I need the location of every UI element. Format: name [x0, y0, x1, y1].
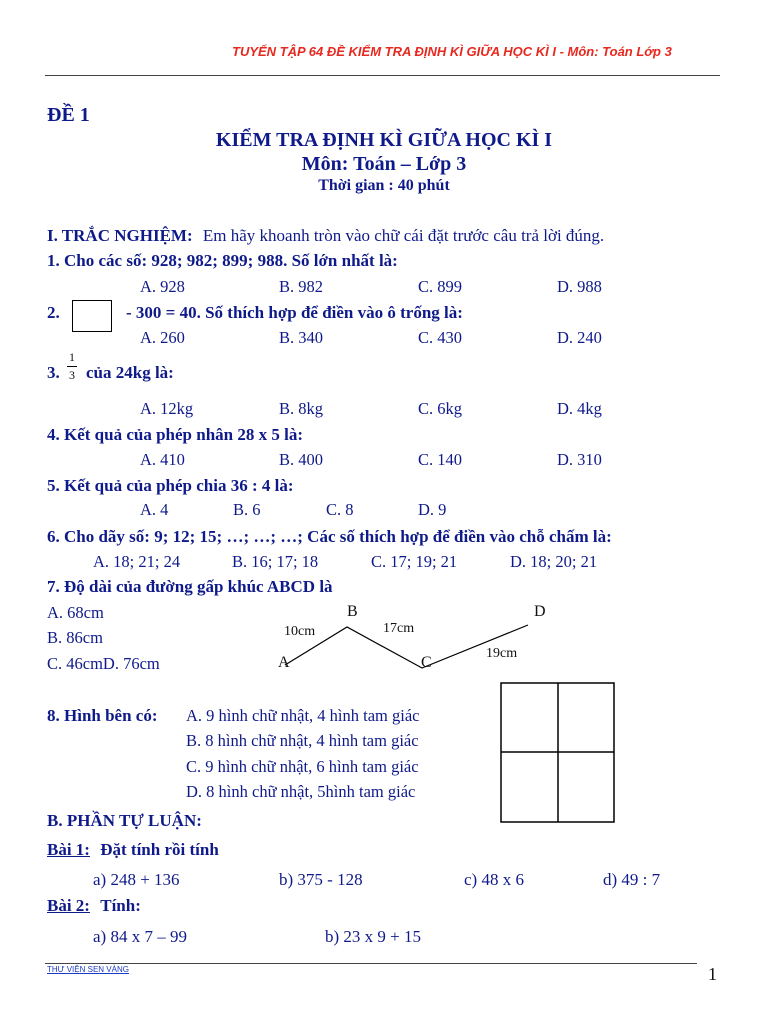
- q3-option-d: D. 4kg: [557, 399, 602, 418]
- q3-number: 3.: [47, 363, 60, 382]
- q4-option-b: B. 400: [279, 450, 324, 469]
- q5-option-d: D. 9: [418, 500, 447, 519]
- page-number: 1: [708, 964, 717, 984]
- bai1-item-d: d) 49 : 7: [603, 870, 661, 889]
- q7-text: 7. Độ dài của đường gấp khúc ABCD là: [47, 577, 333, 596]
- bai2-item-b: b) 23 x 9 + 15: [325, 927, 421, 946]
- part1-heading: I. TRẮC NGHIỆM:: [47, 226, 193, 245]
- part1-line: [47, 226, 604, 246]
- q4-text: 4. Kết quả của phép nhân 28 x 5 là:: [47, 425, 303, 444]
- footer-source-link[interactable]: THƯ VIỆN SEN VÀNG: [47, 965, 129, 974]
- q6-option-a: A. 18; 21; 24: [93, 552, 181, 571]
- bai1-item-c: c) 48 x 6: [464, 870, 524, 889]
- q4-option-a: A. 410: [140, 450, 185, 469]
- q3-text: của 24kg là:: [86, 363, 174, 382]
- bai2-instruction: Tính:: [100, 896, 141, 915]
- q8-option-b: B. 8 hình chữ nhật, 4 hình tam giác: [186, 731, 419, 750]
- q3-option-b: B. 8kg: [279, 399, 324, 418]
- q2-number: 2.: [47, 303, 60, 322]
- q8-option-d: D. 8 hình chữ nhật, 5hình tam giác: [186, 782, 416, 801]
- q1-option-a: A. 928: [140, 277, 185, 296]
- q1-text: 1. Cho các số: 928; 982; 899; 988. Số lớn nhất là:: [47, 251, 398, 270]
- bai1-line: [47, 840, 219, 860]
- q2-option-a: A. 260: [140, 328, 185, 347]
- exam-subject: Môn: Toán – Lớp 3: [301, 153, 467, 175]
- q3-fraction-denominator: 3: [69, 368, 75, 382]
- q3-fraction-numerator: 1: [69, 350, 75, 364]
- point-a-label: A: [278, 654, 290, 671]
- q5-option-a: A. 4: [140, 500, 169, 519]
- q4-option-c: C. 140: [418, 450, 463, 469]
- q4-option-d: D. 310: [557, 450, 602, 469]
- q1-option-c: C. 899: [418, 277, 463, 296]
- q7-option-b: B. 86cm: [47, 628, 103, 647]
- bai1-label: Bài 1:: [47, 840, 90, 859]
- segment-cd-length: 19cm: [486, 646, 518, 661]
- q3-fraction-bar: [67, 366, 77, 367]
- point-b-label: B: [347, 603, 358, 620]
- segment-bc-length: 17cm: [383, 621, 415, 636]
- q6-text: 6. Cho dãy số: 9; 12; 15; …; …; …; Các số thích hợp để điền vào chỗ chấm là:: [47, 527, 612, 546]
- bai2-line: [47, 896, 141, 916]
- q3-option-c: C. 6kg: [418, 399, 463, 418]
- part2-heading: B. PHẦN TỰ LUẬN:: [47, 811, 202, 830]
- q6-option-d: D. 18; 20; 21: [510, 552, 598, 571]
- q2-option-d: D. 240: [557, 328, 602, 347]
- point-d-label: D: [534, 603, 546, 620]
- q8-option-c: C. 9 hình chữ nhật, 6 hình tam giác: [186, 757, 419, 776]
- q2-option-c: C. 430: [418, 328, 463, 347]
- bai2-label: Bài 2:: [47, 896, 90, 915]
- point-c-label: C: [421, 654, 432, 671]
- q1-option-b: B. 982: [279, 277, 324, 296]
- q6-option-c: C. 17; 19; 21: [371, 552, 458, 571]
- rectangle-grid-figure: [500, 682, 616, 824]
- q5-text: 5. Kết quả của phép chia 36 : 4 là:: [47, 476, 294, 495]
- footer-divider: [45, 963, 697, 964]
- q5-option-c: C. 8: [326, 500, 354, 519]
- q5-option-b: B. 6: [233, 500, 261, 519]
- header-divider: [45, 75, 720, 76]
- bai1-item-b: b) 375 - 128: [279, 870, 363, 889]
- q3-option-a: A. 12kg: [140, 399, 194, 418]
- q2-text: - 300 = 40. Số thích hợp để điền vào ô trống là:: [126, 303, 463, 322]
- q7-option-a: A. 68cm: [47, 603, 104, 622]
- exam-time: Thời gian : 40 phút: [318, 177, 450, 194]
- q8-label: 8. Hình bên có:: [47, 706, 158, 725]
- bai1-instruction: Đặt tính rồi tính: [100, 840, 219, 859]
- bai2-item-a: a) 84 x 7 – 99: [93, 927, 187, 946]
- q1-option-d: D. 988: [557, 277, 602, 296]
- exam-label: ĐỀ 1: [47, 104, 90, 126]
- q2-option-b: B. 340: [279, 328, 324, 347]
- page-header-title: TUYỂN TẬP 64 ĐỀ KIỂM TRA ĐỊNH KÌ GIỮA HỌC KÌ I - Môn: Toán Lớp 3: [232, 44, 672, 59]
- bai1-item-a: a) 248 + 136: [93, 870, 180, 889]
- q2-blank-box: [72, 300, 112, 332]
- q7-option-c: C. 46cmD. 76cm: [47, 654, 160, 673]
- q6-option-b: B. 16; 17; 18: [232, 552, 319, 571]
- q8-option-a: A. 9 hình chữ nhật, 4 hình tam giác: [186, 706, 420, 725]
- exam-title: KIỂM TRA ĐỊNH KÌ GIỮA HỌC KÌ I: [215, 129, 553, 151]
- part1-instruction: Em hãy khoanh tròn vào chữ cái đặt trước câu trả lời đúng.: [202, 226, 605, 245]
- segment-ab-length: 10cm: [284, 624, 316, 639]
